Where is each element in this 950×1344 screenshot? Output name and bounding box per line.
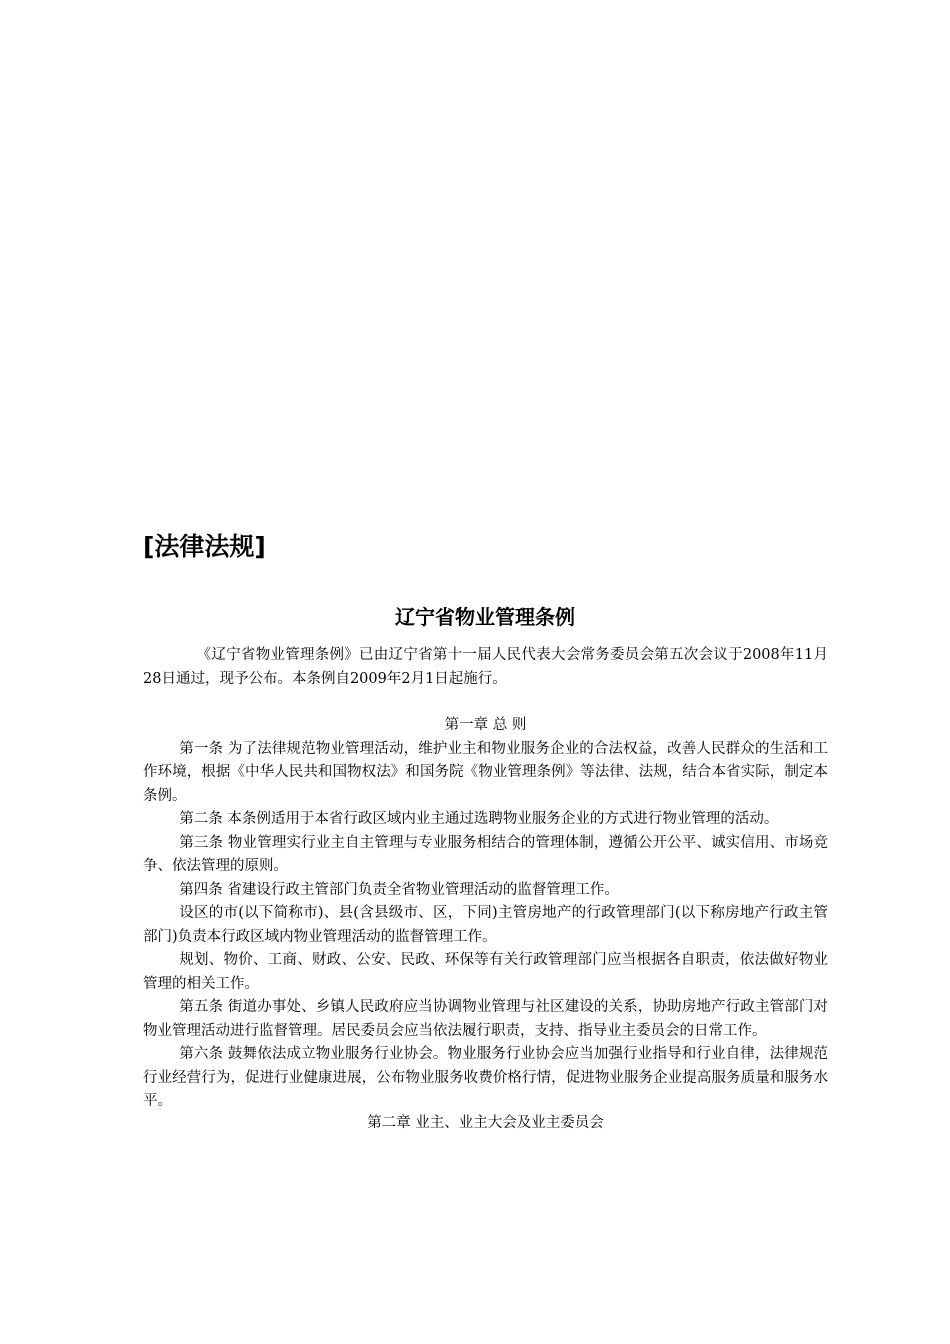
article-paragraph: 第六条 鼓舞依法成立物业服务行业协会。物业服务行业协会应当加强行业指导和行业自律，法律规范行业经营行为，促进行业健康进展，公布物业服务收费价格行情，促进物业服务企业提高服务质量和服务水平。 [143, 1046, 828, 1109]
article-paragraph: 设区的市(以下简称市)、县(含县级市、区，下同)主管房地产的行政管理部门(以下称房地产行政主管部门)负责本行政区域内物业管理活动的监督管理工作。 [143, 905, 828, 945]
article-paragraph: 第二条 本条例适用于本省行政区域内业主通过选聘物业服务企业的方式进行物业管理的活动。 [179, 811, 779, 827]
chapter-heading-2: 第二章 业主、业主大会及业主委员会 [367, 1114, 604, 1131]
document-body [143, 644, 828, 1135]
intro-paragraph: 《辽宁省物业管理条例》已由辽宁省第十一届人民代表大会常务委员会第五次会议于2008年11月28日通过，现予公布。本条例自2009年2月1日起施行。 [143, 647, 828, 687]
document-title: 辽宁省物业管理条例 [395, 605, 575, 629]
category-heading: [法律法规] [143, 532, 266, 561]
chapter-heading-1: 第一章 总 则 [444, 717, 527, 733]
article-paragraph: 第三条 物业管理实行业主自主管理与专业服务相结合的管理体制，遵循公开公平、诚实信用、市场竞争、依法管理的原则。 [143, 834, 828, 874]
article-paragraph: 第五条 街道办事处、乡镇人民政府应当协调物业管理与社区建设的关系，协助房地产行政主管部门对物业管理活动进行监督管理。居民委员会应当依法履行职责，支持、指导业主委员会的日常工作。 [143, 999, 828, 1039]
article-paragraph: 第一条 为了法律规范物业管理活动，维护业主和物业服务企业的合法权益，改善人民群众的生活和工作环境，根据《中华人民共和国物权法》和国务院《物业管理条例》等法律、法规，结合本省实际，制定本条例。 [143, 740, 828, 804]
article-paragraph: 规划、物价、工商、财政、公安、民政、环保等有关行政管理部门应当根据各自职责，依法做好物业管理的相关工作。 [143, 952, 828, 992]
article-paragraph: 第四条 省建设行政主管部门负责全省物业管理活动的监督管理工作。 [179, 881, 619, 898]
